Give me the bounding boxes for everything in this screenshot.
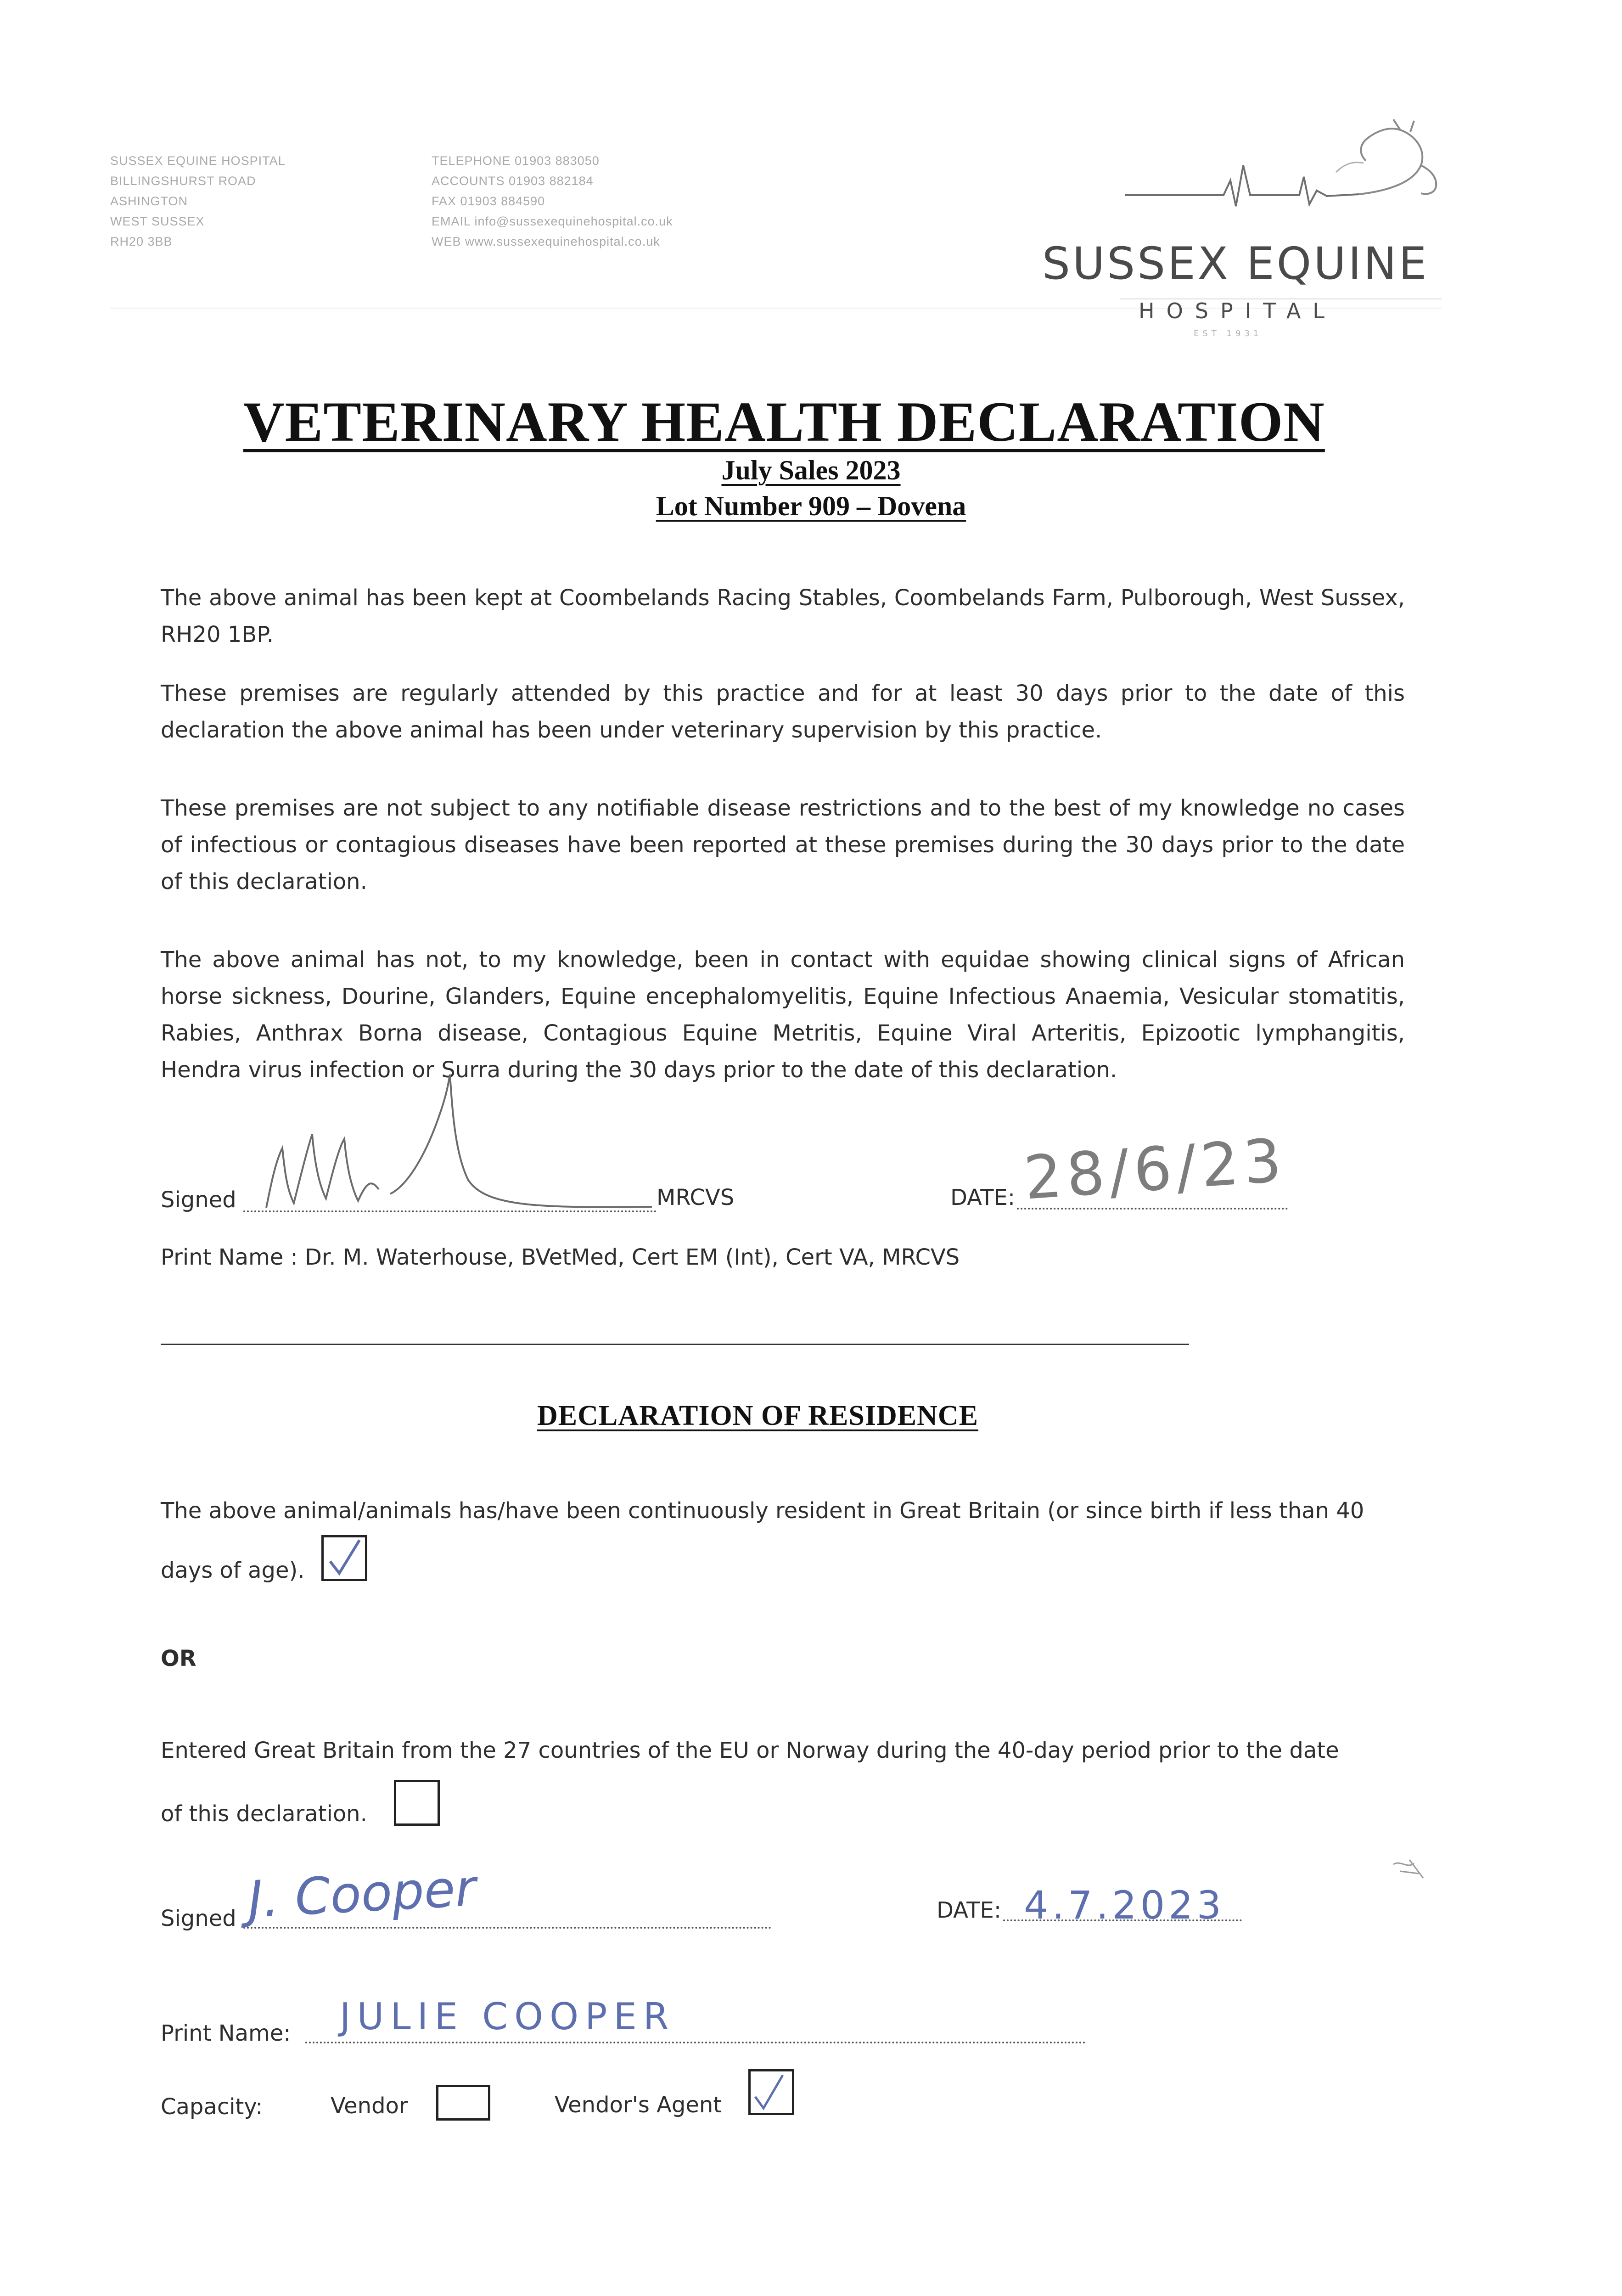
residence-option2-line1: Entered Great Britain from the 27 countries of the EU or Norway during the 40-day period prior to the date [161,1738,1339,1763]
vendor-signature-line [243,1927,771,1929]
address-line: ASHINGTON [110,194,188,208]
hospital-address [110,151,286,252]
sale-name: July Sales 2023 [721,455,901,485]
vet-date-label: DATE: [950,1185,1016,1210]
vendor-date-label: DATE: [937,1897,1002,1923]
brand-est: EST 1931 [1194,329,1263,338]
address-line: RH20 3BB [110,235,173,248]
brand-name: SUSSEX EQUINE [1042,238,1429,289]
vet-signed-label: Signed [161,1187,236,1213]
vendor-print-line [305,2042,1086,2043]
agent-option-label: Vendor's Agent [555,2092,722,2118]
vendor-checkbox[interactable] [436,2085,490,2121]
brand-sub: HOSPITAL [1139,298,1336,323]
section-divider [161,1344,1189,1345]
eu-entry-checkbox[interactable] [394,1780,440,1826]
address-line: WEST SUSSEX [110,214,205,228]
capacity-label: Capacity: [161,2094,263,2120]
residence-option1-line1: The above animal/animals has/have been continuously resident in Great Britain (or since birth if less than 40 [161,1498,1364,1524]
residence-option2-line2: of this declaration. [161,1801,367,1827]
agent-checkbox[interactable] [748,2069,794,2115]
vendor-option-label: Vendor [331,2093,408,2119]
vendor-print-label: Print Name: [161,2020,291,2046]
contact-line: FAX 01903 884590 [432,194,545,208]
vendor-print-value: JULIE COOPER [340,1995,675,2038]
paragraph-premises: The above animal has been kept at Coombelands Racing Stables, Coombelands Farm, Pulborough, West Sussex, RH20 1BP. [161,585,1405,647]
horse-ecg-logo-icon [1120,117,1460,232]
pen-mark-icon [1391,1855,1428,1883]
check-mark-icon [751,2071,792,2113]
address-line: BILLINGSHURST ROAD [110,174,256,188]
contact-line: WEB www.sussexequinehospital.co.uk [432,235,660,248]
vendor-signed-label: Signed [161,1906,236,1931]
paragraph-contact: The above animal has not, to my knowledge, been in contact with equidae showing clinical signs of African horse sickness, Dourine, Glanders, Equine encephalomyelitis, Equine Infectious Anaemia, Vesicular stomatitis, Rabies, Anthrax Borna disease, Contagious Equine Metritis, Equine Viral Arteritis, Epizootic lymphangitis, Hendra virus infection or Surra during the 30 days prior to the date of this declaration. [161,947,1405,1083]
residence-option1-line2: days of age). [161,1558,305,1583]
paragraph-restrictions: These premises are not subject to any notifiable disease restrictions and to the best of my knowledge no cases of infectious or contagious diseases have been reported at these premises during the 30 days prior to the date of this declaration. [161,795,1405,895]
lot-number: Lot Number 909 – Dovena [656,491,966,521]
paragraph-supervision: These premises are regularly attended by this practice and for at least 30 days prior to the date of this declaration the above animal has been under veterinary supervision by this practice. [161,681,1405,743]
vet-date-value: 28/6/23 [1021,1125,1288,1213]
hospital-contact [432,151,673,252]
or-label: OR [161,1646,196,1671]
check-mark-icon [324,1537,365,1579]
contact-line: TELEPHONE 01903 883050 [432,154,600,168]
vet-mrcvs-label: MRCVS [657,1185,735,1210]
contact-line: EMAIL info@sussexequinehospital.co.uk [432,214,673,228]
vendor-signature: J. Cooper [246,1858,477,1929]
resident-checkbox[interactable] [321,1535,367,1581]
vet-signature-icon [257,1070,689,1221]
address-line: SUSSEX EQUINE HOSPITAL [110,154,286,168]
vet-print-name: Print Name : Dr. M. Waterhouse, BVetMed, Cert EM (Int), Cert VA, MRCVS [161,1244,960,1270]
residence-title: DECLARATION OF RESIDENCE [537,1400,979,1431]
vendor-date-value: 4.7.2023 [1024,1883,1225,1928]
page-title: VETERINARY HEALTH DECLARATION [243,390,1325,453]
contact-line: ACCOUNTS 01903 882184 [432,174,594,188]
